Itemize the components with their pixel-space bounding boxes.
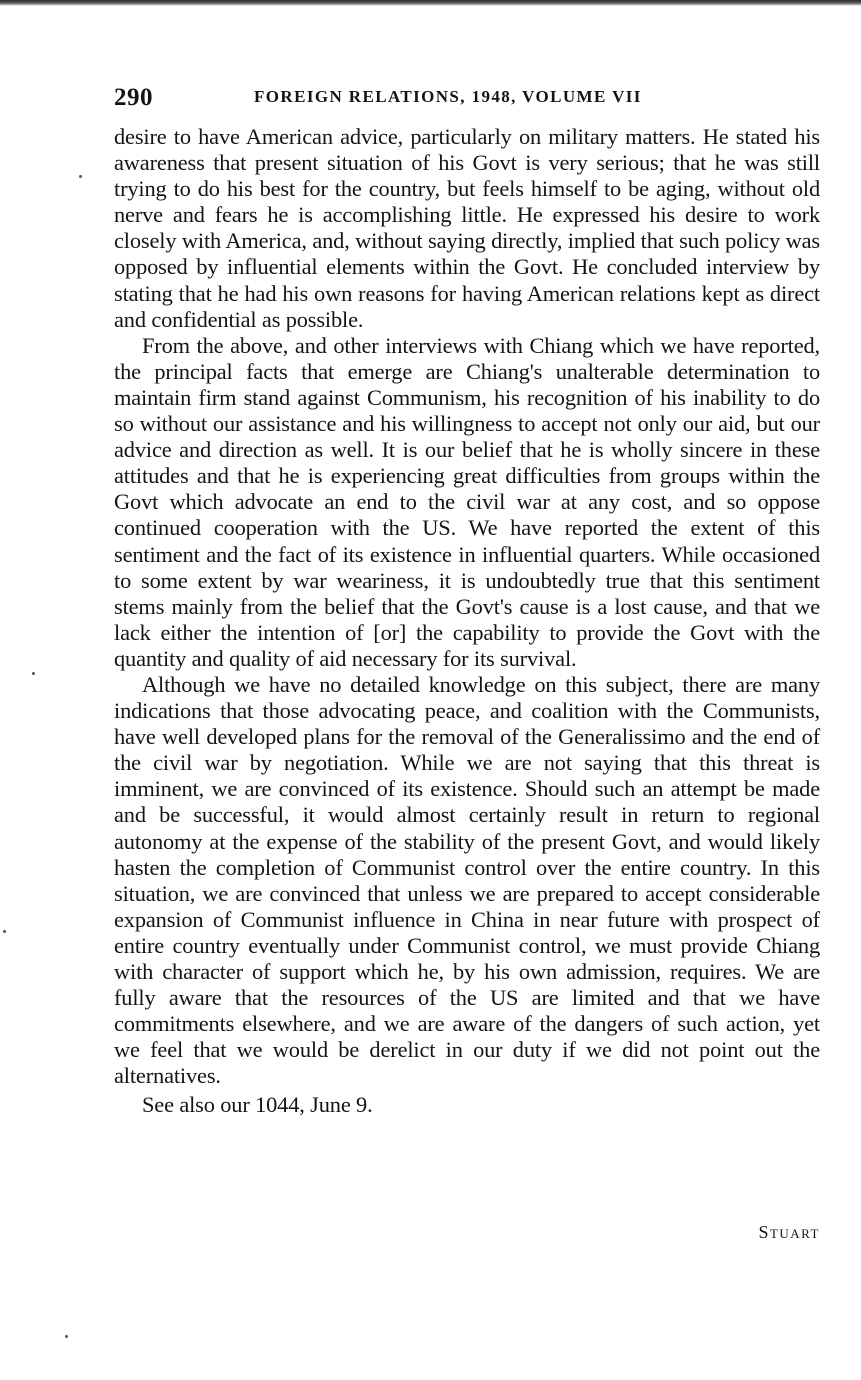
paragraph-continued: desire to have American advice, particularly on military matters. He stated his awareness that present situation of his Govt is very serious; that he was still trying to do his best for the country, but feels himself to be aging, without old nerve and fears he is accomplishing little. He expressed his desire to work closely with America, and, without saying directly, implied that such policy was opposed by influential elements within the Govt. He concluded interview by stating that he had his own reasons for having American relations kept as direct and confidential as possible. [114, 124, 820, 332]
signature: Stuart [758, 1222, 820, 1242]
document-page [114, 84, 820, 1242]
reference-line: See also our 1044, June 9. [142, 1092, 373, 1118]
paragraph-chiang-facts: From the above, and other interviews with Chiang which we have reported, the principal facts that emerge are Chiang's unalterable determination to maintain firm stand against Communism, his recognition of his inability to do so without our assistance and his willingness to accept not only our aid, but our advice and direction as well. It is our belief that he is wholly sincere in these attitudes and that he is experiencing great difficulties from groups within the Govt which advocate an end to the civil war at any cost, and so oppose continued cooperation with the US. We have reported the extent of this sentiment and the fact of its existence in influential quarters. While occasioned to some extent by war weariness, it is undoubtedly true that this sentiment stems mainly from the belief that the Govt's cause is a lost cause, and that we lack either the intention of [or] the capability to provide the Govt with the quantity and quality of aid necessary for its survival. [114, 332, 820, 671]
page-number: 290 [114, 84, 153, 111]
running-head [114, 84, 820, 118]
body-text [114, 124, 820, 1119]
scan-edge [0, 0, 861, 6]
paragraph-coalition-threat: Although we have no detailed knowledge on this subject, there are many indications that those advocating peace, and coalition with the Communists, have well developed plans for the removal of the Generalissimo and the end of the civil war by negotiation. While we are not saying that this threat is imminent, we are convinced of its existence. Should such an attempt be made and be successful, it would almost certainly result in return to regional autonomy at the expense of the stability of the present Govt, and would likely hasten the completion of Communist control over the entire country. In this situation, we are convinced that unless we are prepared to accept considerable expansion of Communist influence in China in near future with prospect of entire country eventually under Communist control, we must provide Chiang with character of support which he, by his own admission, requires. We are fully aware that the resources of the US are limited and that we have commitments elsewhere, and we are aware of the dangers of such action, yet we feel that we would be derelict in our duty if we did not point out the alternatives. [114, 671, 820, 1089]
running-head-title: FOREIGN RELATIONS, 1948, VOLUME VII [254, 87, 642, 106]
